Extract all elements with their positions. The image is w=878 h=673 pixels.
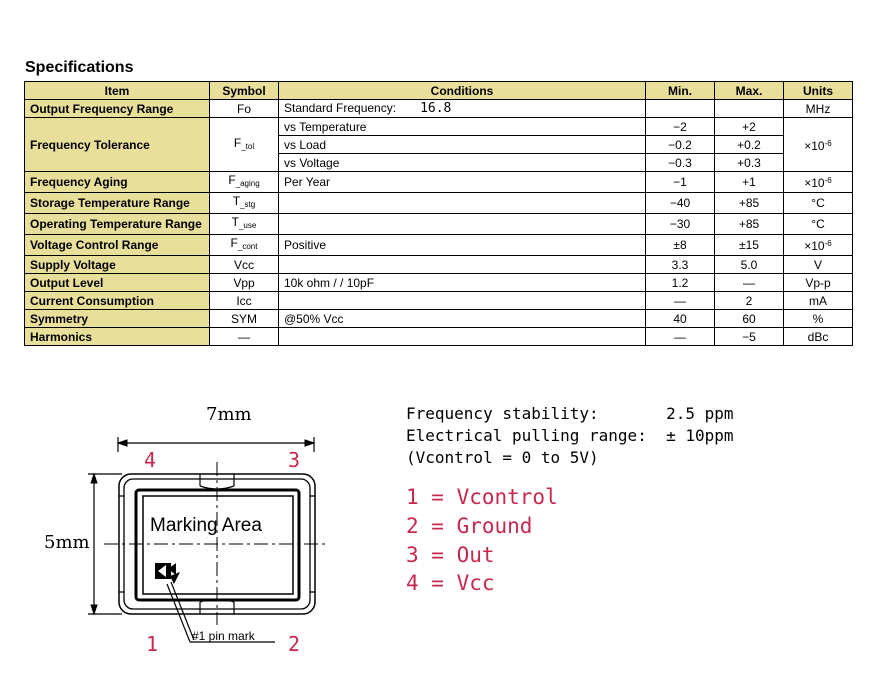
row-conditions: vs Temperature — [279, 118, 646, 136]
row-symbol: $F_{\_aging}$ — [210, 172, 279, 193]
row-item: Frequency Tolerance — [25, 118, 210, 172]
pin-label-3: 3 — [288, 448, 301, 472]
row-item: Storage Temperature Range — [25, 193, 210, 214]
row-unit: $\times 10^{-6}$ — [784, 235, 853, 256]
row-unit: dBc — [784, 328, 853, 346]
row-conditions: 10k ohm / / 10pF — [279, 274, 646, 292]
pinout-4: 4 = Vcc — [406, 571, 495, 595]
row-min: −1 — [646, 172, 715, 193]
header-min: Min. — [646, 82, 715, 100]
row-min: −0.2 — [646, 136, 715, 154]
row-item: Output Frequency Range — [25, 100, 210, 118]
row-symbol: Icc — [210, 292, 279, 310]
row-item: Harmonics — [25, 328, 210, 346]
vcontrol-range-note: (Vcontrol = 0 to 5V) — [406, 448, 599, 467]
row-unit: mA — [784, 292, 853, 310]
pin-label-2: 2 — [288, 632, 301, 656]
row-item: Output Level — [25, 274, 210, 292]
header-item: Item — [25, 82, 210, 100]
row-max: — — [715, 274, 784, 292]
pin-label-1: 1 — [146, 632, 159, 656]
row-symbol: Vcc — [210, 256, 279, 274]
row-min: 40 — [646, 310, 715, 328]
row-min: — — [646, 328, 715, 346]
row-min: 1.2 — [646, 274, 715, 292]
row-conditions: @50% Vcc — [279, 310, 646, 328]
row-symbol: $T_{\_stg}$ — [210, 193, 279, 214]
row-item: Current Consumption — [25, 292, 210, 310]
row-conditions: vs Voltage — [279, 154, 646, 172]
row-max: +0.2 — [715, 136, 784, 154]
row-unit: °C — [784, 193, 853, 214]
row-conditions: Positive — [279, 235, 646, 256]
row-symbol: Fo — [210, 100, 279, 118]
row-min: −0.3 — [646, 154, 715, 172]
row-unit: Vp-p — [784, 274, 853, 292]
row-item: Voltage Control Range — [25, 235, 210, 256]
header-max: Max. — [715, 82, 784, 100]
row-max: +1 — [715, 172, 784, 193]
row-max: 60 — [715, 310, 784, 328]
pulling-range-note: Electrical pulling range: ± 10ppm — [406, 426, 734, 445]
row-unit: $\times 10^{-6}$ — [784, 172, 853, 193]
pinout-2: 2 = Ground — [406, 514, 533, 538]
row-min: 3.3 — [646, 256, 715, 274]
row-unit: °C — [784, 214, 853, 235]
row-item: Symmetry — [25, 310, 210, 328]
header-symbol: Symbol — [210, 82, 279, 100]
row-conditions: vs Load — [279, 136, 646, 154]
row-symbol: SYM — [210, 310, 279, 328]
row-max: −5 — [715, 328, 784, 346]
row-max: 5.0 — [715, 256, 784, 274]
row-min: — — [646, 292, 715, 310]
header-units: Units — [784, 82, 853, 100]
height-dimension-label: 5mm — [44, 532, 90, 553]
width-dimension-label: 7mm — [206, 404, 252, 425]
row-symbol: $F_{\_tol}$ — [210, 118, 279, 172]
row-item: Supply Voltage — [25, 256, 210, 274]
row-unit: V — [784, 256, 853, 274]
row-symbol: Vpp — [210, 274, 279, 292]
row-max: 2 — [715, 292, 784, 310]
row-item: Operating Temperature Range — [25, 214, 210, 235]
row-min: −40 — [646, 193, 715, 214]
row-symbol: — — [210, 328, 279, 346]
row-max: +85 — [715, 193, 784, 214]
row-min: −2 — [646, 118, 715, 136]
row-unit: MHz — [784, 100, 853, 118]
row-max: +2 — [715, 118, 784, 136]
row-max: +0.3 — [715, 154, 784, 172]
header-conditions: Conditions — [279, 82, 646, 100]
section-title: Specifications — [25, 59, 134, 76]
row-min: −30 — [646, 214, 715, 235]
frequency-stability-note: Frequency stability: 2.5 ppm — [406, 404, 734, 423]
pin-mark-label: #1 pin mark — [192, 629, 255, 643]
pin1-mark-icon — [155, 563, 180, 584]
pinout-1: 1 = Vcontrol — [406, 485, 558, 509]
row-max: ±15 — [715, 235, 784, 256]
pin-label-4: 4 — [144, 448, 157, 472]
pinout-3: 3 = Out — [406, 543, 495, 567]
marking-area-label: Marking Area — [150, 515, 262, 536]
row-symbol: $F_{\_cont}$ — [210, 235, 279, 256]
row-item: Frequency Aging — [25, 172, 210, 193]
row-unit: % — [784, 310, 853, 328]
condition-label: Standard Frequency: — [284, 101, 397, 115]
row-min: ±8 — [646, 235, 715, 256]
row-unit: $\times 10^{-6}$ — [784, 118, 853, 172]
row-conditions: Per Year — [279, 172, 646, 193]
row-max: +85 — [715, 214, 784, 235]
row-symbol: $T_{\_use}$ — [210, 214, 279, 235]
standard-frequency-value: 16.8 — [420, 101, 452, 116]
